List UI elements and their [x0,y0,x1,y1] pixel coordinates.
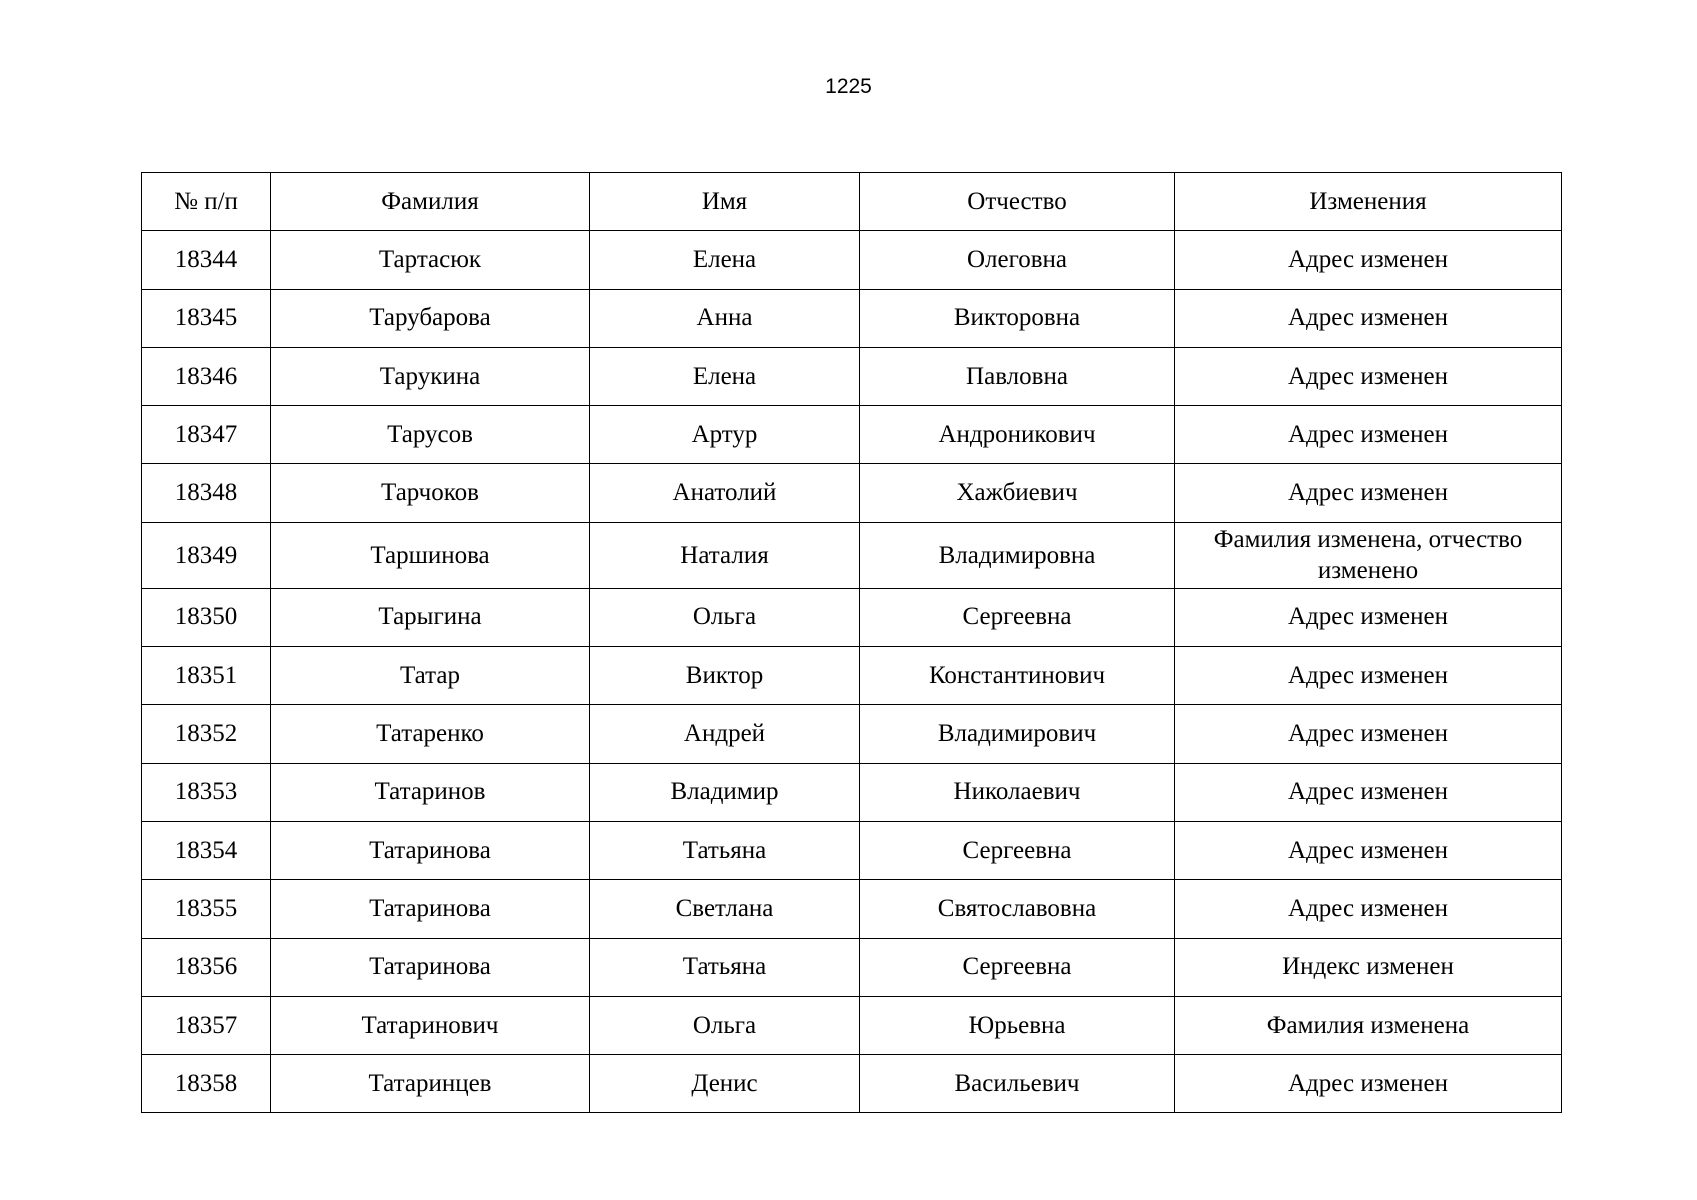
table-row [142,705,1562,763]
cell-surname: Татаринович [271,996,590,1054]
table-row [142,406,1562,464]
cell-surname: Татаринов [271,763,590,821]
table-row [142,821,1562,879]
table-row [142,1055,1562,1113]
cell-surname: Тарукина [271,347,590,405]
cell-num: 18356 [142,938,271,996]
cell-surname: Татаринова [271,938,590,996]
cell-changes: Адрес изменен [1175,406,1562,464]
table-row [142,347,1562,405]
table-row [142,522,1562,588]
cell-name: Андрей [590,705,860,763]
table-row [142,938,1562,996]
cell-num: 18354 [142,821,271,879]
table-row [142,996,1562,1054]
cell-name: Ольга [590,996,860,1054]
header-num: № п/п [142,173,271,231]
cell-patronymic: Андроникович [860,406,1175,464]
header-surname: Фамилия [271,173,590,231]
cell-name: Татьяна [590,821,860,879]
cell-changes: Адрес изменен [1175,705,1562,763]
cell-patronymic: Хажбиевич [860,464,1175,522]
table-row [142,289,1562,347]
cell-name: Артур [590,406,860,464]
cell-num: 18358 [142,1055,271,1113]
table-row [142,647,1562,705]
cell-name: Владимир [590,763,860,821]
cell-surname: Тарубарова [271,289,590,347]
cell-changes: Адрес изменен [1175,347,1562,405]
header-changes: Изменения [1175,173,1562,231]
cell-name: Татьяна [590,938,860,996]
cell-changes: Фамилия изменена [1175,996,1562,1054]
cell-num: 18351 [142,647,271,705]
cell-changes: Адрес изменен [1175,464,1562,522]
cell-surname: Татаренко [271,705,590,763]
cell-changes: Фамилия изменена, отчество изменено [1175,522,1562,588]
cell-changes: Адрес изменен [1175,821,1562,879]
cell-surname: Таршинова [271,522,590,588]
cell-name: Елена [590,231,860,289]
cell-patronymic: Владимировна [860,522,1175,588]
cell-num: 18349 [142,522,271,588]
cell-num: 18350 [142,588,271,646]
cell-patronymic: Сергеевна [860,821,1175,879]
cell-changes: Адрес изменен [1175,1055,1562,1113]
cell-name: Наталия [590,522,860,588]
header-patronymic: Отчество [860,173,1175,231]
page-number: 1225 [825,75,872,98]
cell-num: 18347 [142,406,271,464]
registry-table [141,172,1562,1113]
cell-patronymic: Викторовна [860,289,1175,347]
cell-patronymic: Юрьевна [860,996,1175,1054]
cell-changes: Адрес изменен [1175,763,1562,821]
cell-surname: Тартасюк [271,231,590,289]
cell-changes: Адрес изменен [1175,880,1562,938]
cell-patronymic: Святославовна [860,880,1175,938]
cell-name: Виктор [590,647,860,705]
cell-surname: Тарусов [271,406,590,464]
cell-patronymic: Олеговна [860,231,1175,289]
cell-patronymic: Павловна [860,347,1175,405]
cell-patronymic: Васильевич [860,1055,1175,1113]
cell-patronymic: Константинович [860,647,1175,705]
cell-surname: Тарчоков [271,464,590,522]
table-header-row [142,173,1562,231]
cell-name: Анатолий [590,464,860,522]
cell-name: Анна [590,289,860,347]
table-row [142,464,1562,522]
cell-changes: Адрес изменен [1175,231,1562,289]
cell-surname: Татар [271,647,590,705]
cell-name: Елена [590,347,860,405]
cell-num: 18353 [142,763,271,821]
cell-num: 18345 [142,289,271,347]
cell-patronymic: Владимирович [860,705,1175,763]
cell-changes: Адрес изменен [1175,588,1562,646]
cell-patronymic: Сергеевна [860,938,1175,996]
cell-surname: Тарыгина [271,588,590,646]
table-row [142,763,1562,821]
cell-changes: Адрес изменен [1175,289,1562,347]
cell-num: 18352 [142,705,271,763]
cell-name: Ольга [590,588,860,646]
cell-name: Светлана [590,880,860,938]
header-name: Имя [590,173,860,231]
cell-surname: Татаринцев [271,1055,590,1113]
cell-num: 18355 [142,880,271,938]
table-row [142,231,1562,289]
cell-changes: Индекс изменен [1175,938,1562,996]
cell-name: Денис [590,1055,860,1113]
cell-changes: Адрес изменен [1175,647,1562,705]
table-row [142,588,1562,646]
cell-num: 18344 [142,231,271,289]
cell-surname: Татаринова [271,880,590,938]
cell-surname: Татаринова [271,821,590,879]
cell-num: 18348 [142,464,271,522]
cell-patronymic: Сергеевна [860,588,1175,646]
cell-num: 18357 [142,996,271,1054]
table-row [142,880,1562,938]
cell-num: 18346 [142,347,271,405]
cell-patronymic: Николаевич [860,763,1175,821]
